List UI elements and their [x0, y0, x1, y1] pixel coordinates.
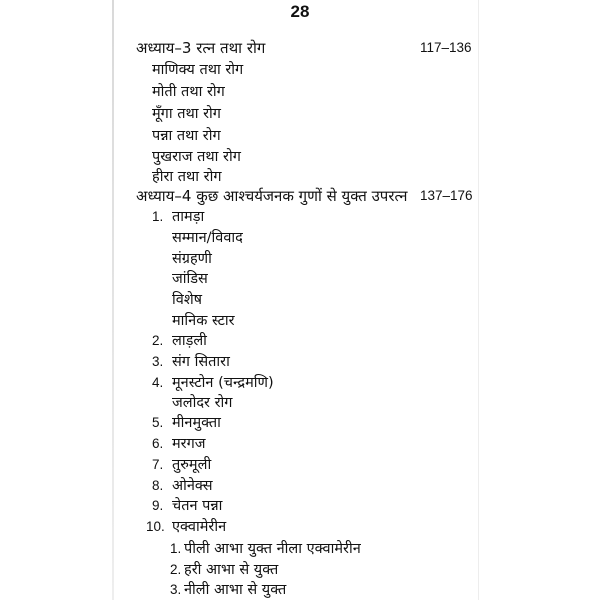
toc-entry: माणिक्य तथा रोग: [152, 62, 244, 78]
entry-label: तुरुमूली: [172, 457, 212, 473]
toc-subentry: जलोदर रोग: [172, 395, 233, 411]
toc-entry: [152, 455, 211, 475]
subentry-label: नीली आभा से युक्त: [184, 582, 287, 598]
toc-entry: [146, 517, 226, 537]
toc-entry: [152, 434, 206, 454]
toc-entry: [152, 413, 221, 433]
entry-label: मूनस्टोन (चन्द्रमणि): [172, 375, 274, 391]
toc-entry: पुखराज तथा रोग: [152, 149, 241, 165]
toc-entry: [152, 476, 213, 496]
scan-page-edge-left: [112, 0, 114, 600]
toc-entry: [152, 331, 207, 351]
entry-number: 2.: [152, 333, 164, 348]
subentry-number: 1.: [170, 541, 182, 556]
entry-number: 3.: [152, 354, 164, 369]
toc-subentry: जांडिस: [172, 271, 208, 287]
entry-number: 8.: [152, 478, 164, 493]
subentry-number: 2.: [170, 562, 182, 577]
chapter-4-title: अध्याय–4 कुछ आश्चर्यजनक गुणों से युक्त उपरत्न: [136, 187, 408, 205]
toc-entry: पन्ना तथा रोग: [152, 128, 221, 144]
toc-subentry: मानिक स्टार: [172, 313, 235, 329]
entry-label: मीनमुक्ता: [172, 415, 221, 431]
toc-entry: [152, 496, 222, 516]
toc-subentry: [170, 580, 286, 600]
entry-number: 1.: [152, 209, 164, 224]
entry-label: एक्वामेरीन: [172, 519, 227, 535]
toc-subentry: [170, 560, 278, 580]
chapter-3-page-range: 117–136: [420, 40, 472, 55]
toc-entry: [152, 207, 204, 227]
entry-label: लाड़ली: [172, 333, 207, 349]
entry-label: मरगज: [172, 436, 206, 452]
entry-number: 10.: [146, 519, 165, 534]
toc-entry: मूँगा तथा रोग: [152, 106, 221, 122]
toc-entry: हीरा तथा रोग: [152, 169, 222, 185]
entry-number: 7.: [152, 457, 164, 472]
entry-label: तामड़ा: [172, 209, 205, 225]
entry-label: ओनेक्स: [172, 478, 213, 494]
toc-entry: [152, 352, 230, 372]
toc-entry: मोती तथा रोग: [152, 84, 225, 100]
chapter-3-title: अध्याय–3 रत्न तथा रोग: [136, 39, 266, 57]
subentry-number: 3.: [170, 582, 182, 597]
subentry-label: हरी आभा से युक्त: [184, 562, 279, 578]
entry-number: 5.: [152, 415, 164, 430]
subentry-label: पीली आभा युक्त नीला एक्वामेरीन: [184, 541, 361, 557]
toc-entry: [152, 373, 274, 393]
entry-number: 4.: [152, 375, 164, 390]
entry-label: चेतन पन्ना: [172, 498, 223, 514]
toc-subentry: [170, 539, 361, 559]
entry-number: 6.: [152, 436, 164, 451]
entry-label: संग सितारा: [172, 354, 230, 370]
chapter-4-page-range: 137–176: [420, 188, 473, 203]
toc-subentry: विशेष: [172, 292, 203, 308]
page-number: 28: [290, 2, 310, 21]
entry-number: 9.: [152, 498, 164, 513]
scan-page-edge-right: [478, 0, 479, 600]
toc-subentry: संग्रहणी: [172, 251, 212, 267]
toc-subentry: सम्मान/विवाद: [172, 230, 243, 246]
